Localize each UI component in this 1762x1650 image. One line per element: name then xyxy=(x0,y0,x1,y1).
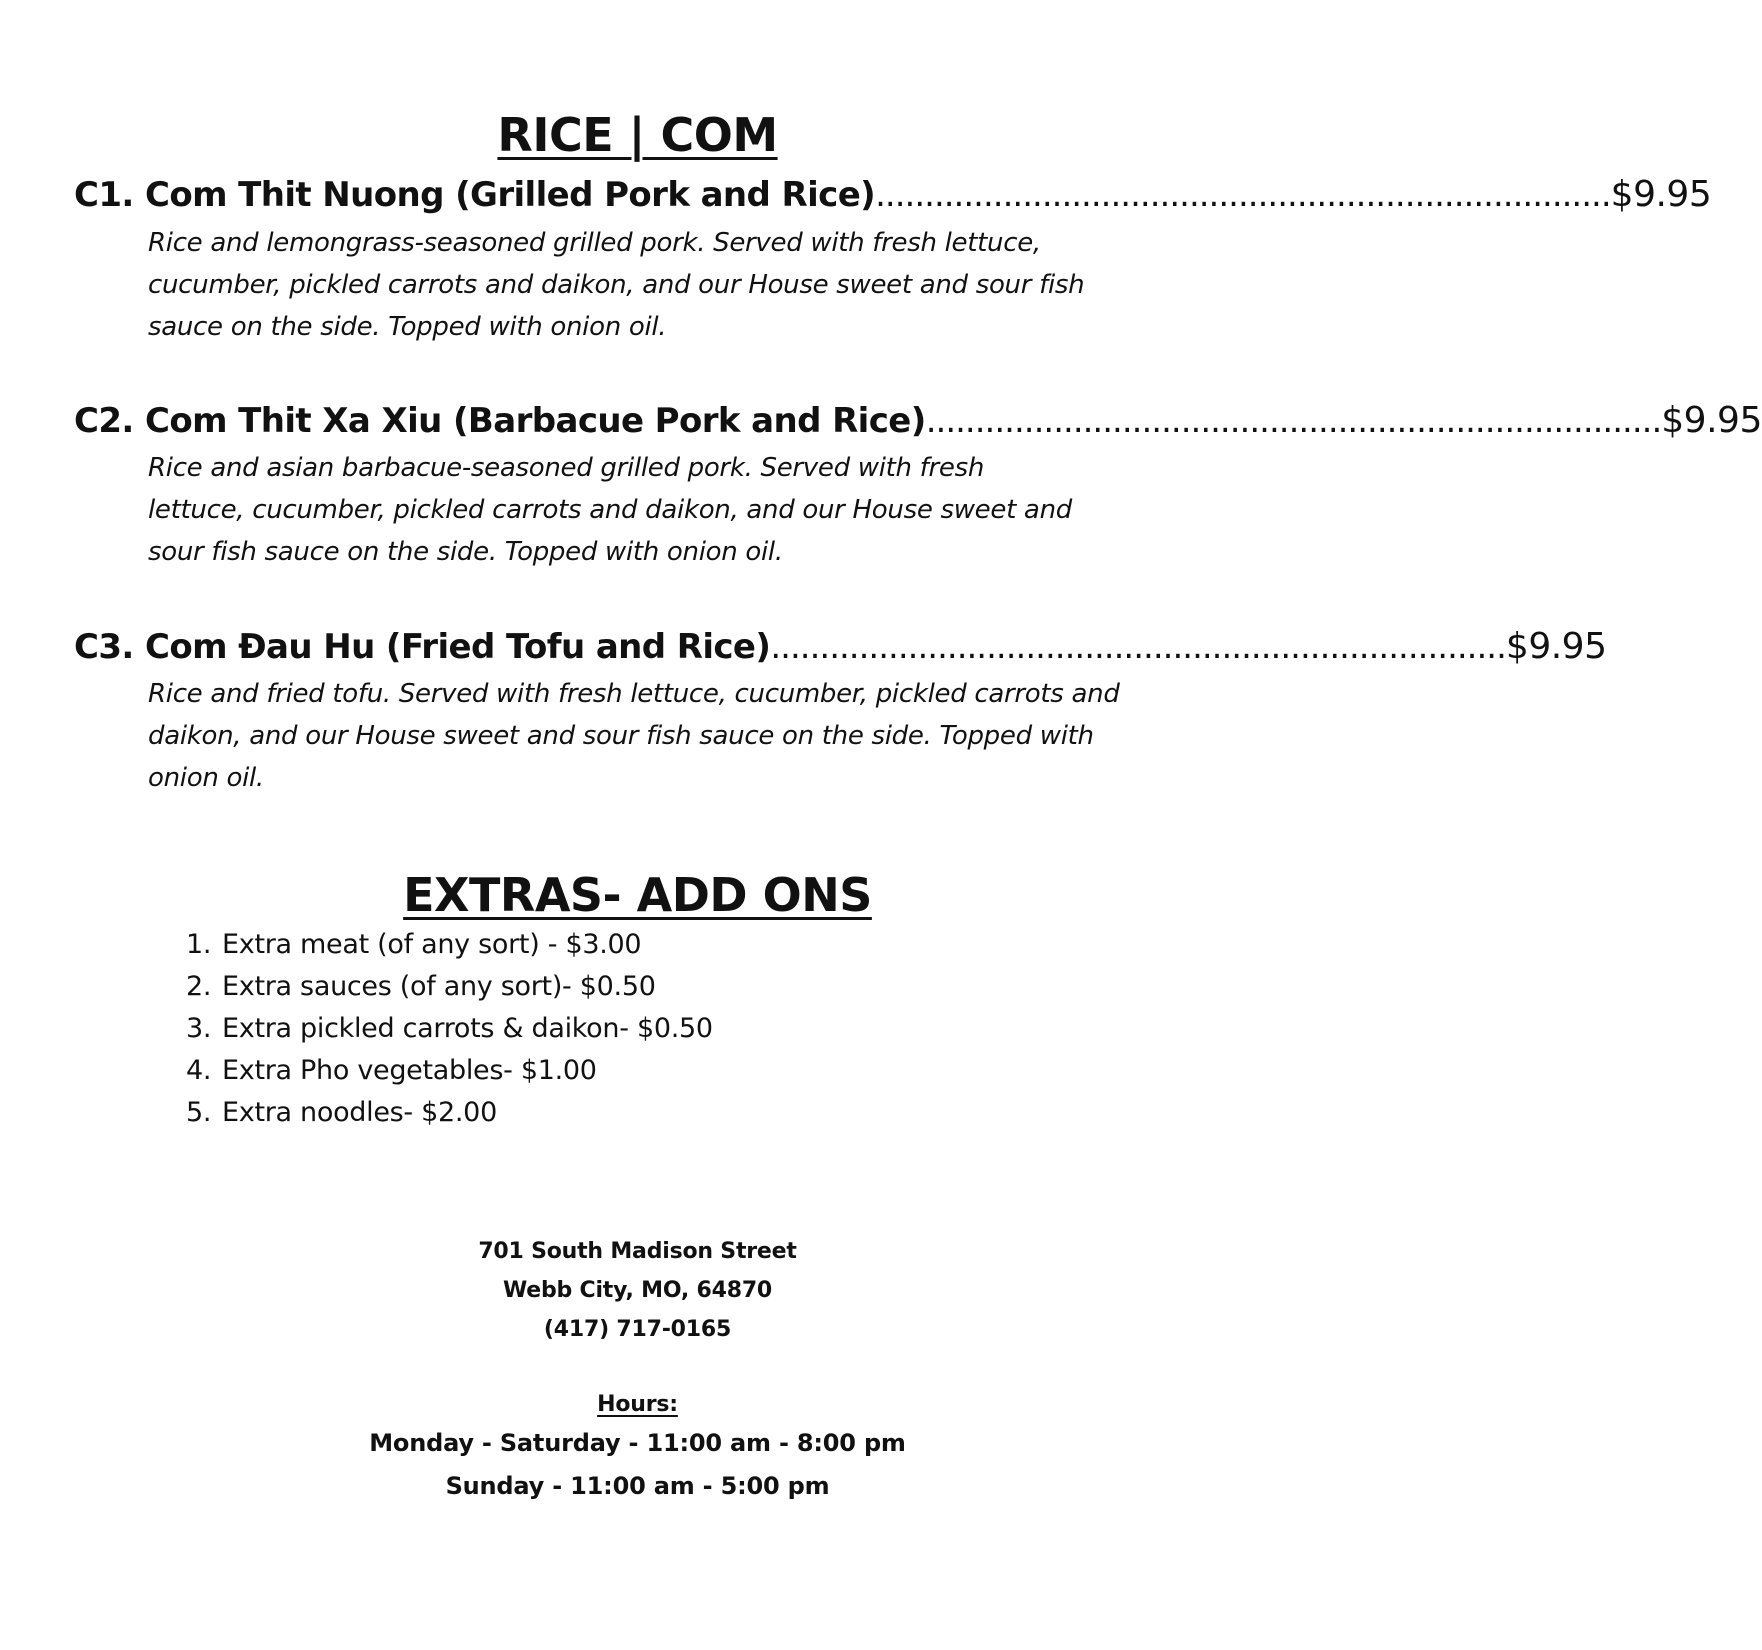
list-item-number: 4. xyxy=(186,1055,212,1086)
hours-block xyxy=(0,1422,1275,1508)
menu-item-name: C2. Com Thit Xa Xiu (Barbacue Pork and Rice) xyxy=(74,401,926,441)
list-item-number: 1. xyxy=(186,929,212,960)
list-item xyxy=(186,1050,713,1092)
list-item-text: Extra pickled carrots & daikon- $0.50 xyxy=(222,1013,713,1044)
menu-item-price: $9.95 xyxy=(1661,400,1762,441)
list-item xyxy=(186,924,713,966)
list-item-number: 5. xyxy=(186,1097,212,1128)
menu-item-heading xyxy=(74,174,1712,215)
menu-item-heading xyxy=(74,626,1607,667)
menu-item-name: C1. Com Thit Nuong (Grilled Pork and Rice) xyxy=(74,175,876,215)
rice-section-title: RICE | COM xyxy=(497,108,778,162)
list-item-number: 2. xyxy=(186,971,212,1002)
menu-item-description: Rice and fried tofu. Served with fresh lettuce, cucumber, pickled carrots and daikon, and our House sweet and sour fish sauce on the side. Topped with onion oil. xyxy=(148,679,1120,793)
menu-item-price: $9.95 xyxy=(1505,626,1607,667)
extras-section-title: EXTRAS- ADD ONS xyxy=(403,868,872,922)
extras-list xyxy=(186,924,713,1134)
menu-item-description: Rice and asian barbacue-seasoned grilled pork. Served with fresh lettuce, cucumber, pickled carrots and daikon, and our House sweet and sour fish sauce on the side. Topped with onion oil. xyxy=(148,453,1072,567)
phone-number: (417) 717-0165 xyxy=(543,1317,732,1342)
dot-leader: ........................................................................... xyxy=(925,401,1662,441)
hours-heading: Hours: xyxy=(597,1392,678,1417)
list-item-text: Extra sauces (of any sort)- $0.50 xyxy=(222,971,656,1002)
list-item-text: Extra noodles- $2.00 xyxy=(222,1097,497,1128)
list-item-number: 3. xyxy=(186,1013,212,1044)
list-item-text: Extra Pho vegetables- $1.00 xyxy=(222,1055,597,1086)
dot-leader: ........................................................................... xyxy=(875,175,1611,215)
list-item xyxy=(186,1008,713,1050)
address-city: Webb City, MO, 64870 xyxy=(502,1278,773,1303)
menu-item-description: Rice and lemongrass-seasoned grilled pork. Served with fresh lettuce, cucumber, pickled carrots and daikon, and our House sweet and sour fish sauce on the side. Topped with onion oil. xyxy=(148,228,1085,342)
list-item xyxy=(186,1092,713,1134)
hours-sunday: Sunday - 11:00 am - 5:00 pm xyxy=(445,1472,830,1500)
address-block xyxy=(0,1232,1275,1349)
dot-leader: ........................................................................... xyxy=(770,627,1506,667)
list-item-text: Extra meat (of any sort) - $3.00 xyxy=(222,929,642,960)
address-street: 701 South Madison Street xyxy=(478,1239,797,1264)
menu-item-name: C3. Com Đau Hu (Fried Tofu and Rice) xyxy=(74,627,771,667)
list-item xyxy=(186,966,713,1008)
menu-item-heading xyxy=(74,400,1762,441)
hours-weekday: Monday - Saturday - 11:00 am - 8:00 pm xyxy=(369,1429,906,1457)
menu-item-price: $9.95 xyxy=(1610,174,1712,215)
